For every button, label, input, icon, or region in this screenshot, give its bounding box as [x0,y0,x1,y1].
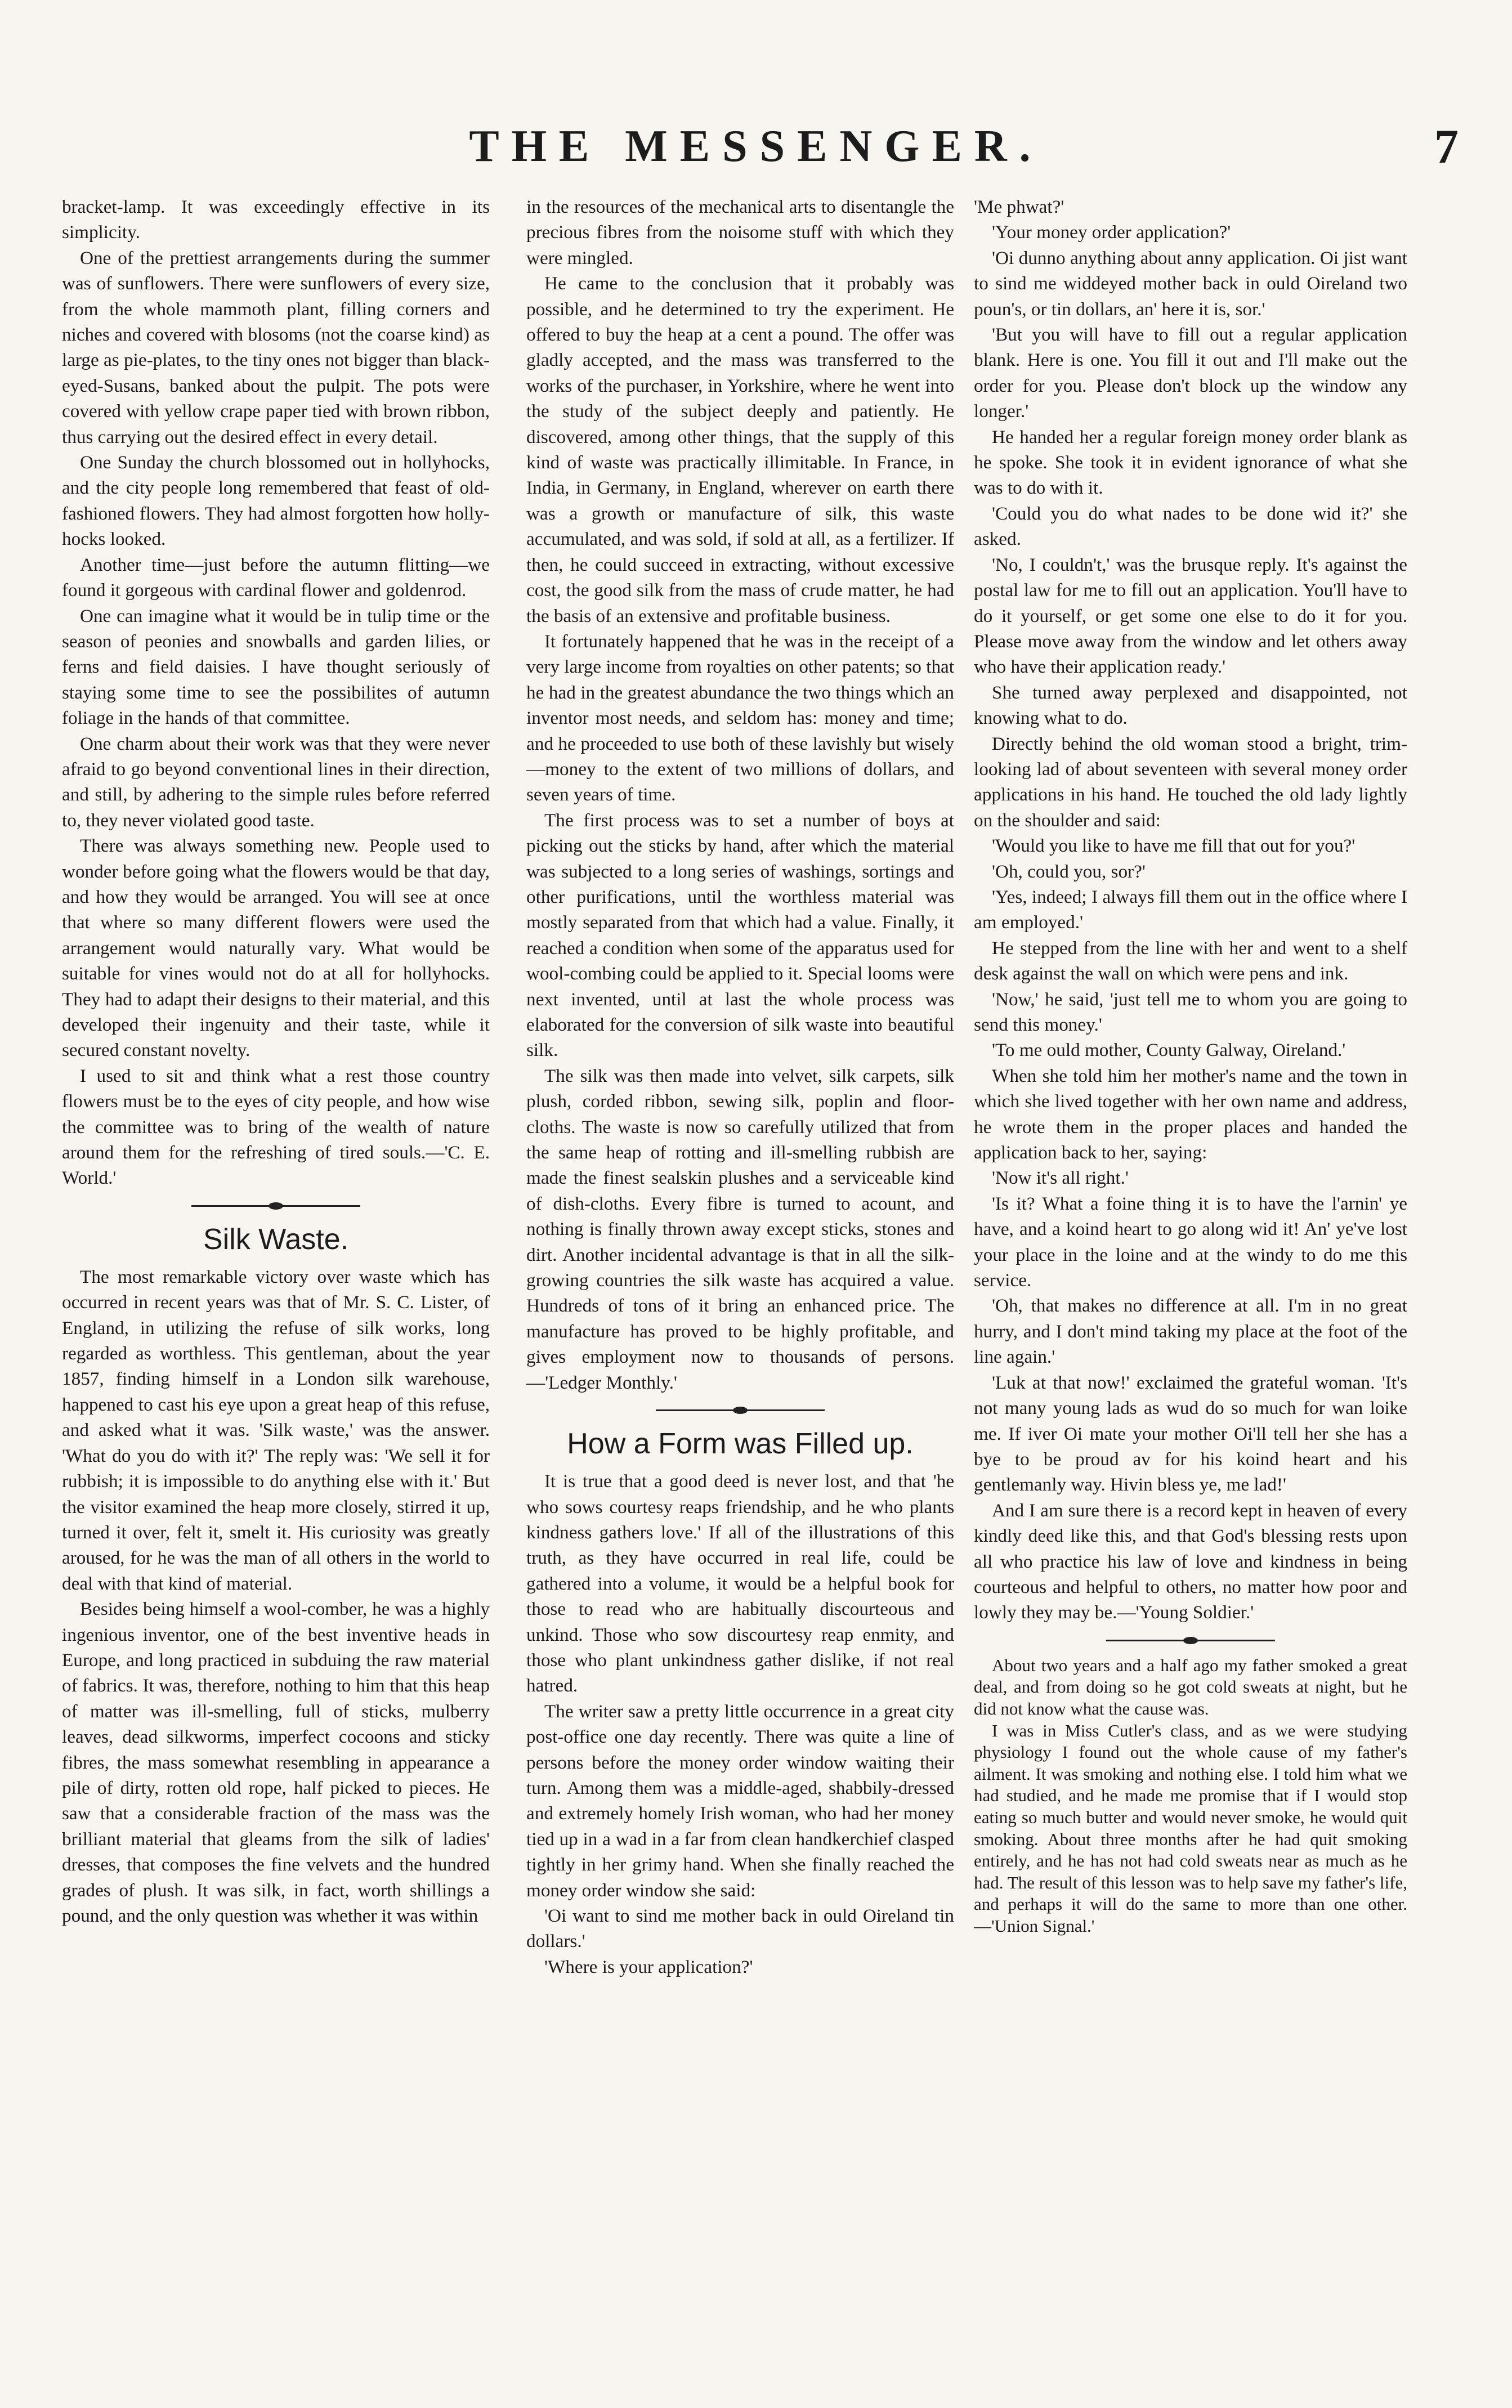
article-paragraph: in the resources of the mechanical arts to disentangle the precious fibres from the noisome stuff with which they were mingled. [526,196,954,268]
column-1 [62,194,490,1928]
article-paragraph: The first process was to set a number of boys at picking out the sticks by hand, after which the material was subjected to a long series of washings, sortings and other purifications, until the worthless material was mostly separated from that which had a value. Finally, it reached a condition when some of the apparatus used for wool-combing could be applied to it. Special looms were next invented, until at last the whole process was elaborated for the conversion of silk waste into beautiful silk. [526,809,954,1061]
page-number: 7 [1434,119,1459,173]
article-paragraph: When she told him her mother's name and the town in which she lived together with her own name and address, he wrote them in the proper places and handed the application back to her, saying: [974,1065,1407,1163]
article-paragraph: 'To me ould mother, County Galway, Oireland.' [992,1040,1346,1061]
article-paragraph: He handed her a regular foreign money order blank as he spoke. She took it in evident ignorance of what she was to do with it. [974,426,1407,499]
article-paragraph: 'Me phwat?' [974,196,1064,217]
small-print-article [974,1655,1407,1937]
article-paragraph: 'Oi dunno anything about anny application. Oi jist want to sind me widdeyed mother back in ould Oireland two poun's, or tin dollars, an' here it is, sor.' [974,247,1407,320]
column-3 [974,194,1407,1937]
article-paragraph: 'Would you like to have me fill that out for you?' [992,835,1356,857]
article-paragraph: One Sunday the church blossomed out in hollyhocks, and the city people long remembered that feast of old-fashioned flowers. They had almost forgotten how holly-hocks looked. [62,452,490,550]
column-2 [526,194,954,1980]
article-paragraph: 'Oi want to sind me mother back in ould Oireland tin dollars.' [526,1905,954,1952]
article-heading-form-filled: How a Form was Filled up. [567,1427,914,1461]
article-paragraph: One can imagine what it would be in tulip time or the season of peonies and snowballs and garden lilies, or ferns and field daisies. I have thought seriously of staying some time to see the possibilites of autumn foliage in the hands of that committee. [62,605,490,729]
article-heading-silk-waste: Silk Waste. [203,1223,349,1256]
article-paragraph: Another time—just before the autumn flitting—we found it gorgeous with cardinal flower and goldenrod. [62,554,490,601]
article-paragraph: About two years and a half ago my father smoked a great deal, and from doing so he got cold sweats at night, but he did not know what the cause was. [974,1655,1407,1718]
masthead [0,121,1512,183]
article-paragraph: 'Yes, indeed; I always fill them out in the office where I am employed.' [974,886,1407,933]
article-paragraph: And I am sure there is a record kept in heaven of every kindly deed like this, and that God's blessing rests upon all who practice his law of love and kindness in being courteous and helpful to others, no matter how poor and lowly they may be.—'Young Soldier.' [974,1500,1407,1623]
article-paragraph: It fortunately happened that he was in the receipt of a very large income from royalties on other patents; so that he had in the greatest abundance the two things which an inventor most needs, and seldom has: money and time; and he proceeded to use both of these lavishly but wisely—money to the extent of two millions of dollars, and seven years of time. [526,630,954,805]
article-paragraph: 'But you will have to fill out a regular application blank. Here is one. You fill it out and I'll make out the order for you. Please don't block up the window any longer.' [974,324,1407,422]
article-paragraph: He stepped from the line with her and went to a shelf desk against the wall on which were pens and ink. [974,937,1407,984]
article-paragraph: 'Luk at that now!' exclaimed the grateful woman. 'It's not many young lads as wud do so much for wan loike me. If iver Oi mate your mother Oi'll tell her she has a bye to be proud av for his koind heart and his gentlemanly way. Hivin bless ye, me lad!' [974,1372,1407,1496]
article-paragraph: I used to sit and think what a rest those country flowers must be to the eyes of city people, and how wise the committee was to bring of the wealth of nature around them for the refreshing of tired souls.—'C. E. World.' [62,1065,490,1189]
article-paragraph: 'Now it's all right.' [992,1167,1129,1189]
article-paragraph: 'Is it? What a foine thing it is to have the l'arnin' ye have, and a koind heart to go along wid it! An' ye've lost your place in the loine and at the windy to do me this service. [974,1193,1407,1291]
article-paragraph: Directly behind the old woman stood a bright, trim-looking lad of about seventeen with several money order applications in his hand. He touched the old lady lightly on the shoulder and said: [974,733,1407,831]
article-paragraph: 'No, I couldn't,' was the brusque reply. It's against the postal law for me to fill out an application. You'll have to do it yourself, or get some one else to do it for you. Please move away from the window and let others away who have their application ready.' [974,554,1407,678]
article-paragraph: 'Could you do what nades to be done wid it?' she asked. [974,503,1407,550]
article-paragraph: There was always something new. People used to wonder before going what the flowers would be that day, and how they would be arranged. You will see at once that where so many different flowers were used the arrangement would naturally vary. What would be suitable for vines would not do at all for hollyhocks. They had to adapt their designs to their material, and this developed their ingenuity and their taste, while it secured constant novelty. [62,835,490,1061]
article-paragraph: Besides being himself a wool-comber, he was a highly ingenious inventor, one of the best inventive heads in Europe, and long practiced in subduing the raw material of fabrics. It was, therefore, nothing to him that this heap of matter was ill-smelling, full of sticks, mulberry leaves, dead silkworms, imperfect cocoons and sticky fibres, the mass somewhat resembling in appearance a pile of dirty, rotten old rope, half picked to pieces. He saw that a considerable fraction of the mass was the brilliant material that gleams from the silk of ladies' dresses, that composes the fine velvets and the hundred grades of plush. It was silk, in fact, worth shillings a pound, and the only question was whether it was within [62,1599,490,1926]
article-paragraph: 'Your money order application?' [992,222,1231,243]
article-paragraph: One of the prettiest arrangements during the summer was of sunflowers. There were sunflowers of every size, from the whole mammoth plant, filling corners and niches and covered with blosoms (not the coarse kind) as large as pie-plates, to the tiny ones not bigger than black-eyed-Susans, banked about the pulpit. The pots were covered with yellow crape paper tied with brown ribbon, thus carrying out the desired effect in every detail. [62,247,490,447]
article-paragraph: bracket-lamp. It was exceedingly effective in its simplicity. [62,196,490,243]
article-paragraph: It is true that a good deed is never lost, and that 'he who sows courtesy reaps friendship, and he who plants kindness gathers love.' If all of the illustrations of this truth, as they have occurred in real life, could be gathered into a volume, it would be a helpful book for those to read who are habitually discourteous and unkind. Those who sow discourtesy reap enmity, and those who plant unkindness gather dislike, if not real hatred. [526,1471,954,1697]
newspaper-title: THE MESSENGER. [469,122,1043,171]
article-paragraph: She turned away perplexed and disappointed, not knowing what to do. [974,682,1407,729]
section-divider [191,1199,360,1212]
article-paragraph: One charm about their work was that they were never afraid to go beyond conventional lines in their direction, and still, by adhering to the simple rules before referred to, they never violated good taste. [62,733,490,831]
article-paragraph: 'Oh, that makes no difference at all. I'm in no great hurry, and I don't mind taking my place at the foot of the line again.' [974,1295,1407,1368]
article-paragraph: The silk was then made into velvet, silk carpets, silk plush, corded ribbon, sewing silk, poplin and floor-cloths. The waste is now so carefully utilized that from the same heap of rotting and ill-smelling rubbish are made the finest sealskin plushes and a serviceable kind of dish-cloths. Every fibre is turned to acount, and nothing is finally thrown away except sticks, stones and dirt. Another incidental advantage is that in all the silk-growing countries the silk waste has acquired a value. Hundreds of tons of it bring an enhanced price. The manufacture has proved to be highly profitable, and gives employment now to thousands of persons.—'Ledger Monthly.' [526,1065,954,1393]
article-paragraph: 'Where is your application?' [544,1956,753,1977]
section-divider [656,1403,825,1417]
article-paragraph: The most remarkable victory over waste which has occurred in recent years was that of Mr. S. C. Lister, of England, in utilizing the refuse of silk works, long regarded as worthless. This gentleman, about the year 1857, finding himself in a London silk warehouse, happened to cast his eye upon a great heap of this refuse, and asked what it was. 'Silk waste,' was the answer. 'What do you do with it?' The reply was: 'We sell it for rubbish; it is impossible to do anything else with it.' But the visitor examined the heap more closely, stirred it up, turned it over, felt it, smelt it. His curiosity was greatly aroused, for he was the man of all others in the world to deal with that kind of material. [62,1266,490,1594]
article-paragraph: 'Now,' he said, 'just tell me to whom you are going to send this money.' [974,988,1407,1035]
section-divider [1106,1633,1275,1647]
article-paragraph: He came to the conclusion that it probably was possible, and he determined to try the experiment. He offered to buy the heap at a cent a pound. The offer was gladly accepted, and the mass was transferred to the works of the purchaser, in Yorkshire, where he went into the study of the subject deeply and patiently. He discovered, among other things, that the supply of this kind of waste was practically illimitable. In France, in India, in Germany, in England, wherever on earth there was a growth or manufacture of silk, this waste accumulated, and was sold, if sold at all, as a fertilizer. If then, he could succeed in extracting, without excessive cost, the good silk from the mass of crude matter, he had the basis of an extensive and profitable business. [526,273,954,626]
article-paragraph: I was in Miss Cutler's class, and as we were studying physiology I found out the whole cause of my father's ailment. It was smoking and nothing else. I told him what we had studied, and he made me promise that if I would stop eating so much butter and would never smoke, he would quit smoking. About three months after he had quit smoking entirely, and he has not had cold sweats near as much as he had. The result of this lesson was to help save my father's life, and perhaps it will do the same to more than one other.—'Union Signal.' [974,1720,1407,1936]
article-paragraph: 'Oh, could you, sor?' [992,861,1146,882]
article-paragraph: The writer saw a pretty little occurrence in a great city post-office one day recently. There was quite a line of persons before the money order window waiting their turn. Among them was a middle-aged, shabbily-dressed and extremely homely Irish woman, who had her money tied up in a wad in a far from clean handkerchief clasped tightly in her grimy hand. When she finally reached the money order window she said: [526,1700,954,1901]
